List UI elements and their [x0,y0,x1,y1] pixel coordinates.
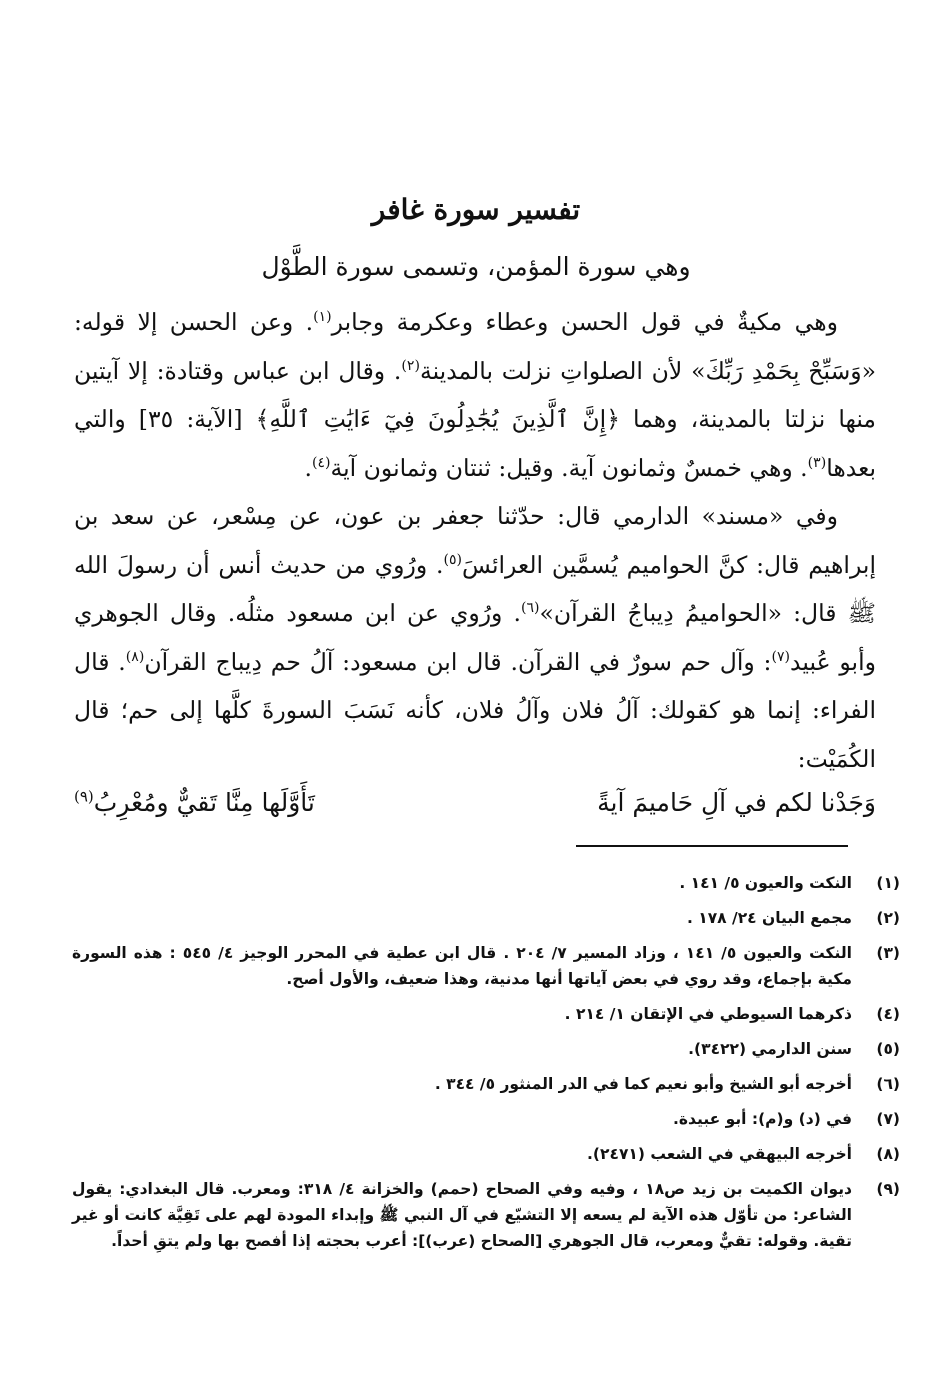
footnote-text: النكت والعيون ٥/ ١٤١ ، وزاد المسير ٧/ ٢٠٤ . قال ابن عطية في المحرر الوجيز ٤/ ٥٤٥ : هذه السورة مكية بإجماع، وقد روي في بعض آياتها أنها مدنية، وهذا ضعيف، والأول أصح. [72,944,852,988]
paragraph-text: . [304,453,312,482]
footnote-text: النكت والعيون ٥/ ١٤١ . [679,874,852,892]
footnote-item [72,870,900,896]
footnote-number: (٥) [876,1040,900,1058]
paragraph-text: : وآل حم سورٌ في القرآن. قال ابن مسعود: آلُ حم دِيباج القرآن [144,647,772,676]
footnote-text: ذكرهما السيوطي في الإتقان ١/ ٢١٤ . [564,1005,852,1023]
paragraph-text: وهي مكيةٌ في قول الحسن وعطاء وعكرمة وجابر [331,308,838,336]
paragraph-text: . ورُوي عن ابن مسعود مثلُه. وقال الجوهري وأبو عُبيد [74,599,876,676]
footnote-number: (٧) [876,1110,900,1128]
footnote-number: (٣) [876,944,900,962]
paragraph-text: . قال الفراء: إنما هو كقولك: آلُ فلان وآلُ فلان، كأنه نَسَبَ السورةَ كلَّها إلى حم؛ قال الكُمَيْت: [74,647,876,773]
footnote-ref-8[interactable]: (٨) [125,648,145,665]
surah-subtitle: وهي سورة المؤمن، وتسمى سورة الطَّوْل [261,252,691,281]
footnote-text: سنن الدارمي (٣٤٢٢). [688,1040,852,1058]
footnote-separator [576,845,848,847]
paragraph-text: . وهي خمسٌ وثمانون آية. وقيل: ثنتان وثمانون آية [330,453,808,482]
footnote-item [72,1071,900,1097]
paragraph-text: . ورُوي من حديث أنس أن رسولَ الله ﷺ قال: «الحواميمُ دِيباجُ القرآن» [74,550,876,627]
poem-verse [74,780,876,826]
footnote-text: أخرجه البيهقي في الشعب (٢٤٧١). [587,1145,852,1163]
footnote-item [72,1176,900,1254]
footnote-item [72,905,900,931]
footnote-number: (٤) [876,1005,900,1023]
page-title: تفسير سورة غافر [371,193,581,226]
footnote-ref-3[interactable]: (٣) [807,454,827,471]
footnote-item [72,940,900,992]
footnote-item [72,1106,900,1132]
footnote-ref-7[interactable]: (٧) [771,648,791,665]
footnote-text: مجمع البيان ٢٤/ ١٧٨ . [686,909,852,927]
footnote-number: (٨) [876,1145,900,1163]
footnote-item [72,1001,900,1027]
footnote-number: (١) [876,874,900,892]
verse-first-hemistich: وَجَدْنا لكم في آلِ حَاميمَ آيةً [597,788,876,817]
footnotes-section [72,870,900,1263]
footnote-item [72,1141,900,1167]
footnote-ref-4[interactable]: (٤) [311,454,331,471]
paragraph-text: . وعن الحسن إلا قوله: «وَسَبِّحْ بِحَمْدِ رَبِّكَ» لأن الصلواتِ نزلت بالمدينة [74,308,876,385]
paragraph-hawamim [74,492,876,783]
footnote-ref-1[interactable]: (١) [313,309,332,326]
paragraph-intro [74,298,876,492]
footnote-text: في (د) و(م): أبو عبيدة. [673,1110,852,1128]
verse-second-hemistich [74,780,315,826]
footnote-ref-2[interactable]: (٢) [401,357,420,374]
footnote-text: ديوان الكميت بن زيد ص١٨ ، وفيه وفي الصحاح (حمم) والخزانة ٤/ ٣١٨: ومعرب. قال البغدادي: يقول الشاعر: من تأوّل هذه الآية لم يسعه إلا التشيّع في آل النبي ﷺ وإبداء المودة لهم على تَقِيَّة كانت أو غير تقية. وقوله: تقيٌّ ومعرب، قال الجوهري [الصحاح (عرب)]: أعرب بحجته إذا أفصح بها ولم يتقِ أحداً. [72,1180,852,1250]
footnote-number: (٦) [876,1075,900,1093]
footnote-ref-6[interactable]: (٦) [520,600,540,617]
paragraph-text: . وقال ابن عباس وقتادة: إلا آيتين منها نزلتا بالمدينة، وهما ﴿إِنَّ ٱلَّذِينَ يُجَٰدِلُونَ فِيٓ ءَايَٰتِ ٱللَّهِ﴾ [الآية: ٣٥] والتي بعدها [74,356,877,482]
footnote-ref-5[interactable]: (٥) [443,551,463,568]
verse-text: تَأَوَّلَها مِنَّا تَقيٌّ ومُعْرِبُ [93,788,315,817]
footnote-number: (٢) [876,909,900,927]
footnote-item [72,1036,900,1062]
paragraph-text: وفي «مسند» الدارمي قال: حدّثنا جعفر بن عون، عن مِسْعر، عن سعد بن إبراهيم قال: كنَّ الحواميم يُسمَّين العرائسَ [74,502,876,579]
footnote-ref-9[interactable]: (٩) [74,787,94,806]
footnote-text: أخرجه أبو الشيخ وأبو نعيم كما في الدر المنثور ٥/ ٣٤٤ . [434,1075,852,1093]
footnote-number: (٩) [876,1180,900,1198]
